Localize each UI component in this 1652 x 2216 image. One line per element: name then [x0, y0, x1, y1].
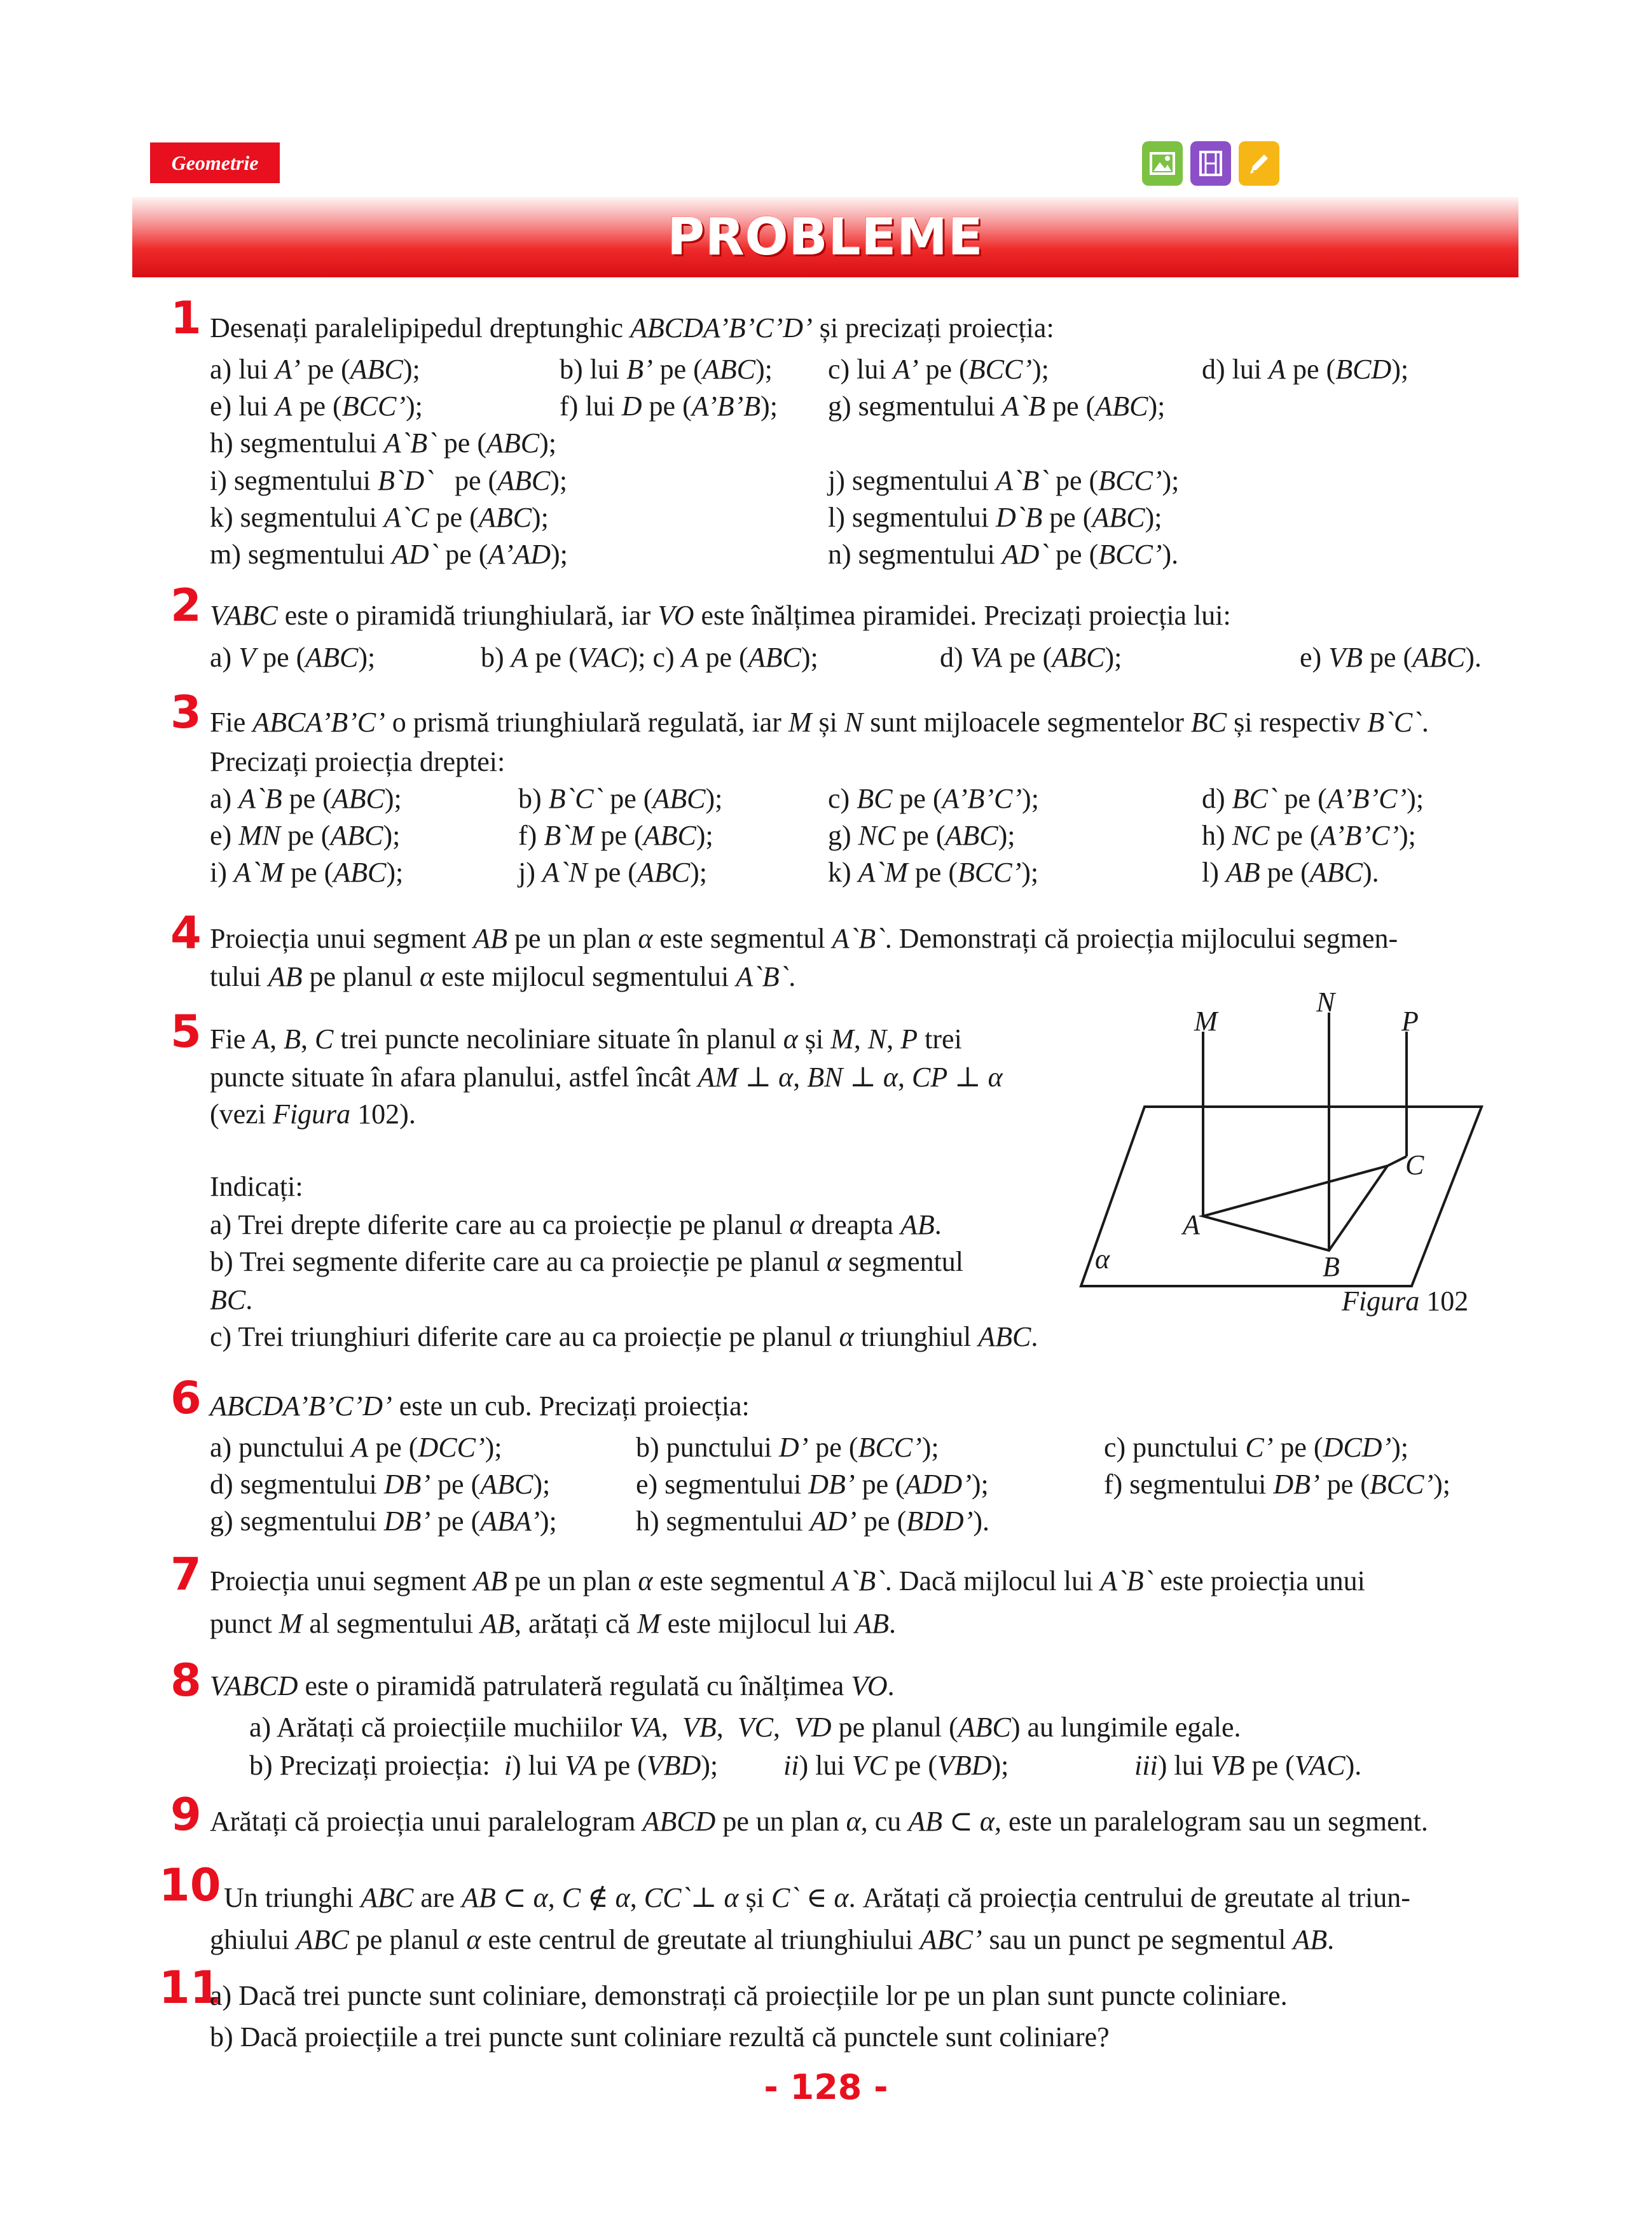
label-m: M	[1194, 1006, 1218, 1037]
problem-3-line-0: Fie ABCA’B’C’ o prismă triunghiulară regulată, iar M și N sunt mijloacele segmentelor BC și respectiv B`C`.	[210, 707, 1429, 738]
problem-4-line-1: tului AB pe planul α este mijlocul segmentului A`B`.	[210, 961, 796, 992]
problem-3-line-4-item-0: i) A`M pe (ABC);	[210, 857, 404, 888]
problem-6-line-2-item-0: d) segmentului DB’ pe (ABC);	[210, 1469, 551, 1500]
label-c: C	[1405, 1149, 1424, 1181]
problem-1-line-1-item-0: a) lui A’ pe (ABC);	[210, 354, 420, 385]
problem-5-line-7: c) Trei triunghiuri diferite care au ca proiecție pe planul α triunghiul ABC.	[210, 1321, 1038, 1352]
problem-8-line-0: VABCD este o piramidă patrulateră regulată cu înălțimea VO.	[210, 1670, 895, 1701]
page-title: PROBLEME	[667, 207, 984, 267]
problem-number-1: 1	[170, 292, 202, 344]
problem-3-line-3-item-2: g) NC pe (ABC);	[828, 820, 1015, 851]
problem-1-line-4-item-1: j) segmentului A`B` pe (BCC’);	[828, 465, 1180, 496]
problem-11-line-1: b) Dacă proiecțiile a trei puncte sunt coliniare rezultă că punctele sunt coliniare?	[210, 2021, 1110, 2053]
problem-5-line-5: b) Trei segmente diferite care au ca proiecție pe planul α segmentul	[210, 1246, 964, 1277]
problem-1-line-6-item-1: n) segmentului AD` pe (BCC’).	[828, 539, 1179, 570]
page-number: - 128 -	[764, 2067, 888, 2107]
problem-10-line-0: Un triunghi ABC are AB ⊂ α, C ∉ α, CC`⊥ α și C` ∈ α. Arătați că proiecția centrului de greutate al triun-	[224, 1882, 1410, 1913]
problem-1-line-5-item-0: k) segmentului A`C pe (ABC);	[210, 502, 549, 533]
problem-8-line-2-item-0: b) Precizați proiecția: i) lui VA pe (VBD);	[249, 1750, 719, 1781]
problem-number-5: 5	[170, 1006, 202, 1058]
label-a: A	[1183, 1209, 1200, 1240]
problem-3-line-4-item-1: j) A`N pe (ABC);	[518, 857, 707, 888]
problem-5-line-0: Fie A, B, C trei puncte necoliniare situate în planul α și M, N, P trei	[210, 1023, 962, 1055]
problem-3-line-2-item-1: b) B`C` pe (ABC);	[518, 783, 723, 814]
problem-6-line-0: ABCDA’B’C’D’ este un cub. Precizați proiecția:	[210, 1390, 750, 1422]
problem-7-line-1: punct M al segmentului AB, arătați că M este mijlocul lui AB.	[210, 1608, 896, 1639]
problem-number-8: 8	[170, 1654, 202, 1707]
title-banner	[132, 197, 1518, 277]
problem-6-line-1-item-2: c) punctului C’ pe (DCD’);	[1104, 1432, 1409, 1463]
problem-1-line-1-item-2: c) lui A’ pe (BCC’);	[828, 354, 1049, 385]
problem-3-line-3-item-1: f) B`M pe (ABC);	[518, 820, 713, 851]
problem-3-line-4-item-3: l) AB pe (ABC).	[1202, 857, 1379, 888]
label-p: P	[1401, 1006, 1419, 1037]
problem-number-4: 4	[170, 907, 202, 959]
problem-1-line-0: Desenați paralelipipedul dreptunghic ABCDA’B’C’D’ și precizați proiecția:	[210, 312, 1054, 343]
pencil-icon[interactable]	[1239, 141, 1279, 186]
problem-6-line-1-item-0: a) punctului A pe (DCC’);	[210, 1432, 502, 1463]
problem-5-line-4: a) Trei drepte diferite care au ca proiecție pe planul α dreapta AB.	[210, 1209, 942, 1240]
media-icons	[1142, 141, 1279, 186]
problem-1-line-3: h) segmentului A`B` pe (ABC);	[210, 427, 556, 459]
figure-caption-word: Figura	[1342, 1285, 1420, 1317]
problem-5-line-6: BC.	[210, 1284, 253, 1315]
problem-5-line-2: (vezi Figura 102).	[210, 1098, 416, 1130]
problem-6-line-2-item-1: e) segmentului DB’ pe (ADD’);	[636, 1469, 989, 1500]
problem-3-line-1: Precizați proiecția dreptei:	[210, 746, 506, 777]
problem-8-line-2-item-2: iii) lui VB pe (VAC).	[1134, 1750, 1362, 1781]
problem-2-line-1-item-1: b) A pe (VAC); c) A pe (ABC);	[481, 642, 818, 673]
section-tag: Geometrie	[150, 142, 280, 183]
problem-7-line-0: Proiecția unui segment AB pe un plan α este segmentul A`B`. Dacă mijlocul lui A`B` este proiecția unui	[210, 1565, 1365, 1596]
problem-1-line-1-item-1: b) lui B’ pe (ABC);	[560, 354, 773, 385]
figure-102	[1056, 980, 1501, 1336]
problem-11-line-0: a) Dacă trei puncte sunt coliniare, demonstrați că proiecțiile lor pe un plan sunt puncte coliniare.	[210, 1980, 1288, 2011]
problem-5-line-3: Indicați:	[210, 1171, 303, 1202]
problem-number-7: 7	[170, 1548, 202, 1600]
figure-caption	[1341, 1285, 1468, 1317]
problem-3-line-3-item-0: e) MN pe (ABC);	[210, 820, 401, 851]
problem-10-line-1: ghiului ABC pe planul α este centrul de greutate al triunghiului ABC’ sau un punct pe segmentul AB.	[210, 1924, 1335, 1955]
problem-3-line-4-item-2: k) A`M pe (BCC’);	[828, 857, 1039, 888]
label-alpha: α	[1095, 1243, 1110, 1275]
label-n: N	[1316, 987, 1335, 1018]
problem-1-line-1-item-3: d) lui A pe (BCD);	[1202, 354, 1409, 385]
problem-3-line-2-item-3: d) BC` pe (A’B’C’);	[1202, 783, 1424, 814]
problem-2-line-1-item-3: e) VB pe (ABC).	[1300, 642, 1482, 673]
problem-2-line-1-item-0: a) V pe (ABC);	[210, 642, 376, 673]
problem-1-line-2-item-2: g) segmentului A`B pe (ABC);	[828, 391, 1166, 422]
problem-1-line-2-item-0: e) lui A pe (BCC’);	[210, 391, 423, 422]
triangle-abc	[1203, 1166, 1387, 1250]
problem-1-line-4-item-0: i) segmentului B`D` pe (ABC);	[210, 465, 568, 496]
label-b: B	[1323, 1251, 1340, 1282]
problem-number-9: 9	[170, 1789, 202, 1841]
problem-6-line-1-item-1: b) punctului D’ pe (BCC’);	[636, 1432, 939, 1463]
video-icon[interactable]	[1190, 141, 1231, 186]
plane-alpha	[1081, 1107, 1482, 1286]
problem-6-line-3-item-1: h) segmentului AD’ pe (BDD’).	[636, 1506, 989, 1537]
problem-6-line-2-item-2: f) segmentului DB’ pe (BCC’);	[1104, 1469, 1451, 1500]
problem-number-10: 10	[159, 1859, 221, 1911]
problem-number-2: 2	[170, 579, 202, 632]
problem-1-line-6-item-0: m) segmentului AD` pe (A’AD);	[210, 539, 568, 570]
problem-8-line-1: a) Arătați că proiecțiile muchiilor VA, VB, VC, VD pe planul (ABC) au lungimile egale.	[249, 1712, 1241, 1743]
problem-3-line-3-item-3: h) NC pe (A’B’C’);	[1202, 820, 1416, 851]
problem-1-line-2-item-1: f) lui D pe (A’B’B);	[560, 391, 778, 422]
problem-number-11: 11	[159, 1962, 221, 2014]
problem-number-3: 3	[170, 686, 202, 738]
problem-1-line-5-item-1: l) segmentului D`B pe (ABC);	[828, 502, 1162, 533]
problem-6-line-3-item-0: g) segmentului DB’ pe (ABA’);	[210, 1506, 557, 1537]
problem-3-line-2-item-2: c) BC pe (A’B’C’);	[828, 783, 1039, 814]
problem-9-line-0: Arătați că proiecția unui paralelogram ABCD pe un plan α, cu AB ⊂ α, este un paralelogram sau un segment.	[210, 1806, 1428, 1837]
problem-4-line-0: Proiecția unui segment AB pe un plan α este segmentul A`B`. Demonstrați că proiecția mijlocului segmen-	[210, 923, 1398, 954]
problem-8-line-2-item-1: ii) lui VC pe (VBD);	[783, 1750, 1009, 1781]
problem-2-line-0: VABC este o piramidă triunghiulară, iar VO este înălțimea piramidei. Precizați proiecția lui:	[210, 600, 1231, 631]
problem-3-line-2-item-0: a) A`B pe (ABC);	[210, 783, 402, 814]
problem-number-6: 6	[170, 1372, 202, 1424]
line-c-p-join	[1387, 1156, 1407, 1166]
problem-5-line-1: puncte situate în afara planului, astfel încât AM ⊥ α, BN ⊥ α, CP ⊥ α	[210, 1062, 1003, 1093]
problem-2-line-1-item-2: d) VA pe (ABC);	[940, 642, 1122, 673]
image-icon[interactable]	[1142, 141, 1183, 186]
figure-caption-number: 102	[1426, 1285, 1469, 1317]
